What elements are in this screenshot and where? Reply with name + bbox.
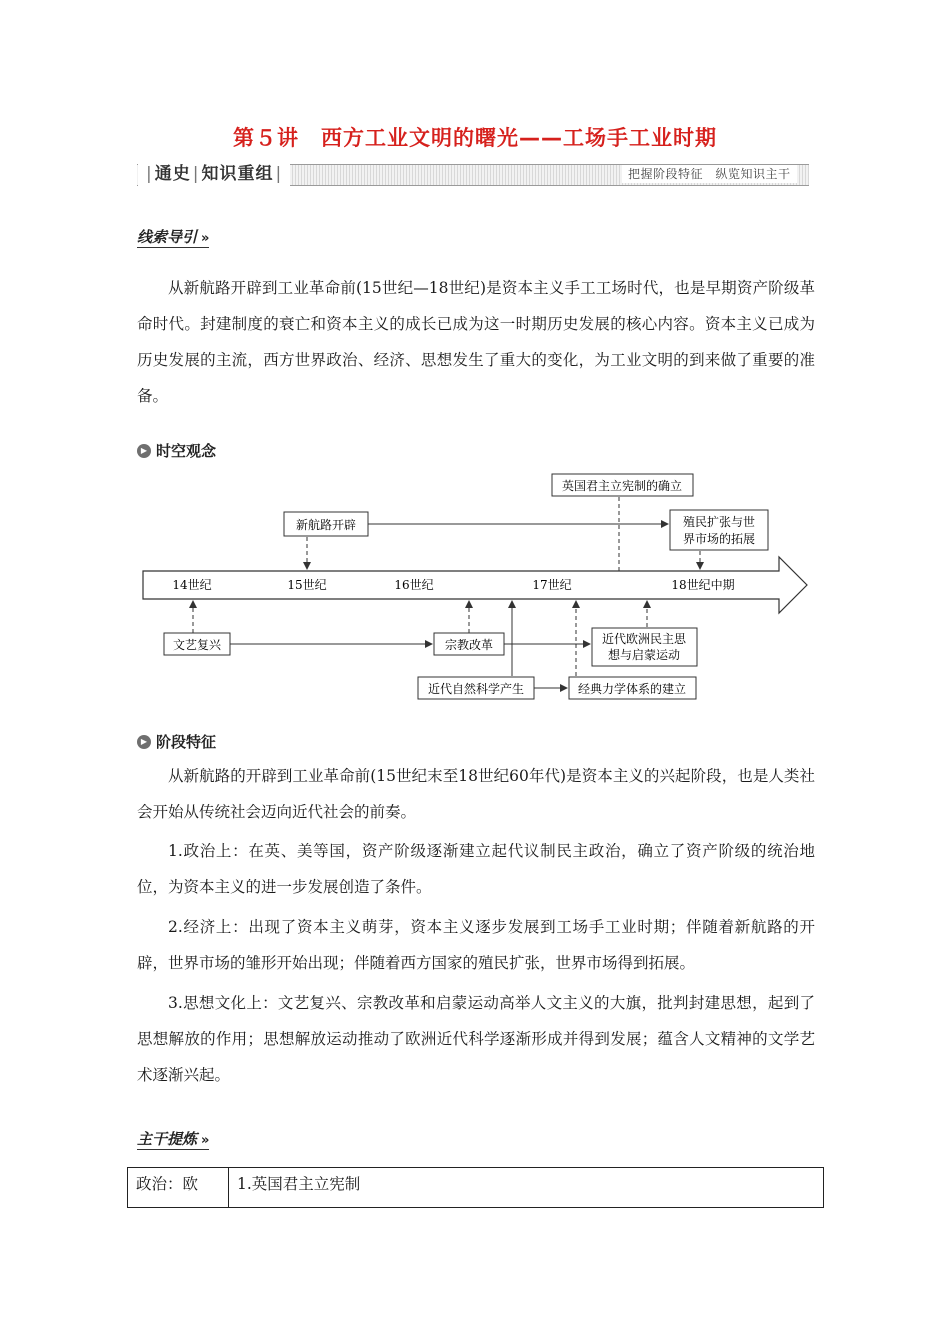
heading-text bbox=[137, 1130, 209, 1150]
table-cell-category: 政治：欧 bbox=[128, 1168, 229, 1208]
heading-label: 线索导引 bbox=[137, 228, 198, 246]
axis-label-16c: 16世纪 bbox=[394, 578, 434, 592]
stage-heading-label: 阶段特征 bbox=[156, 733, 217, 751]
double-arrow-icon: » bbox=[201, 231, 210, 246]
stage-heading bbox=[137, 731, 216, 752]
axis-label-18c: 18世纪中期 bbox=[671, 578, 735, 592]
box-science-text: 近代自然科学产生 bbox=[427, 682, 525, 696]
stage-item-culture: 3.思想文化上：文艺复兴、宗教改革和启蒙运动高举人文主义的大旗，批判封建思想，起到了思想解放的作用；思想解放运动推动了欧洲近代科学逐渐形成并得到发展；蕴含人文精神的文学艺术逐渐兴起。 bbox=[137, 994, 815, 1084]
page-title: 第５讲 西方工业文明的曙光——工场手工业时期 bbox=[233, 126, 717, 150]
stage-item-economy: 2.经济上：出现了资本主义萌芽，资本主义逐步发展到工场手工业时期；伴随着新航路的开辟，世界市场的雏形开始出现；伴随着西方国家的殖民扩张，世界市场得到拓展。 bbox=[137, 918, 815, 972]
banner-subtitle: 把握阶段特征 纵览知识主干 bbox=[622, 165, 797, 183]
axis-label-17c: 17世纪 bbox=[532, 578, 572, 592]
box-new-route-text: 新航路开辟 bbox=[295, 518, 357, 532]
box-democracy-text-1: 近代欧洲民主思 bbox=[601, 632, 687, 646]
box-reformation-text: 宗教改革 bbox=[444, 638, 494, 652]
box-democracy-text-2: 想与启蒙运动 bbox=[607, 648, 681, 662]
axis-label-14c: 14世纪 bbox=[172, 578, 212, 592]
play-circle-icon: ▶ bbox=[137, 444, 151, 458]
box-colonial-text-2: 界市场的拓展 bbox=[682, 532, 756, 546]
banner-divider: | bbox=[192, 164, 200, 184]
stage-item-politics: 1.政治上：在英、美等国，资产阶级逐渐建立起代议制民主政治，确立了资产阶级的统治地位，为资本主义的进一步发展创造了条件。 bbox=[137, 842, 815, 896]
play-circle-icon: ▶ bbox=[137, 735, 151, 749]
table-row bbox=[128, 1168, 824, 1208]
timeline-heading-label: 时空观念 bbox=[156, 442, 217, 460]
box-mechanics-text: 经典力学体系的建立 bbox=[577, 682, 687, 696]
box-colonial-text-1: 殖民扩张与世 bbox=[682, 515, 756, 529]
table-cell-content: 1.英国君主立宪制 bbox=[229, 1168, 824, 1208]
banner-divider: | bbox=[275, 164, 283, 184]
box-renaissance-text: 文艺复兴 bbox=[172, 638, 222, 652]
banner-label-b: 知识重组 bbox=[201, 164, 274, 184]
heading-label: 主干提炼 bbox=[137, 1130, 198, 1148]
double-arrow-icon: » bbox=[201, 1133, 210, 1148]
stage-intro: 从新航路的开辟到工业革命前(15世纪末至18世纪60年代)是资本主义的兴起阶段，也是人类社会开始从传统社会迈向近代社会的前奏。 bbox=[137, 767, 815, 821]
section-heading-main bbox=[137, 1128, 209, 1149]
banner-label-a: 通史 bbox=[154, 164, 191, 184]
axis-label-15c: 15世纪 bbox=[287, 578, 327, 592]
clue-paragraph: 从新航路开辟到工业革命前(15世纪—18世纪)是资本主义手工工场时代，也是早期资产阶级革命时代。封建制度的衰亡和资本主义的成长已成为这一时期历史发展的核心内容。资本主义已成为历史发展的主流，西方世界政治、经济、思想发生了重大的变化，为工业文明的到来做了重要的准备。 bbox=[137, 279, 815, 405]
summary-table bbox=[127, 1167, 824, 1208]
banner-divider: | bbox=[146, 164, 153, 184]
box-england-text: 英国君主立宪制的确立 bbox=[561, 479, 683, 493]
